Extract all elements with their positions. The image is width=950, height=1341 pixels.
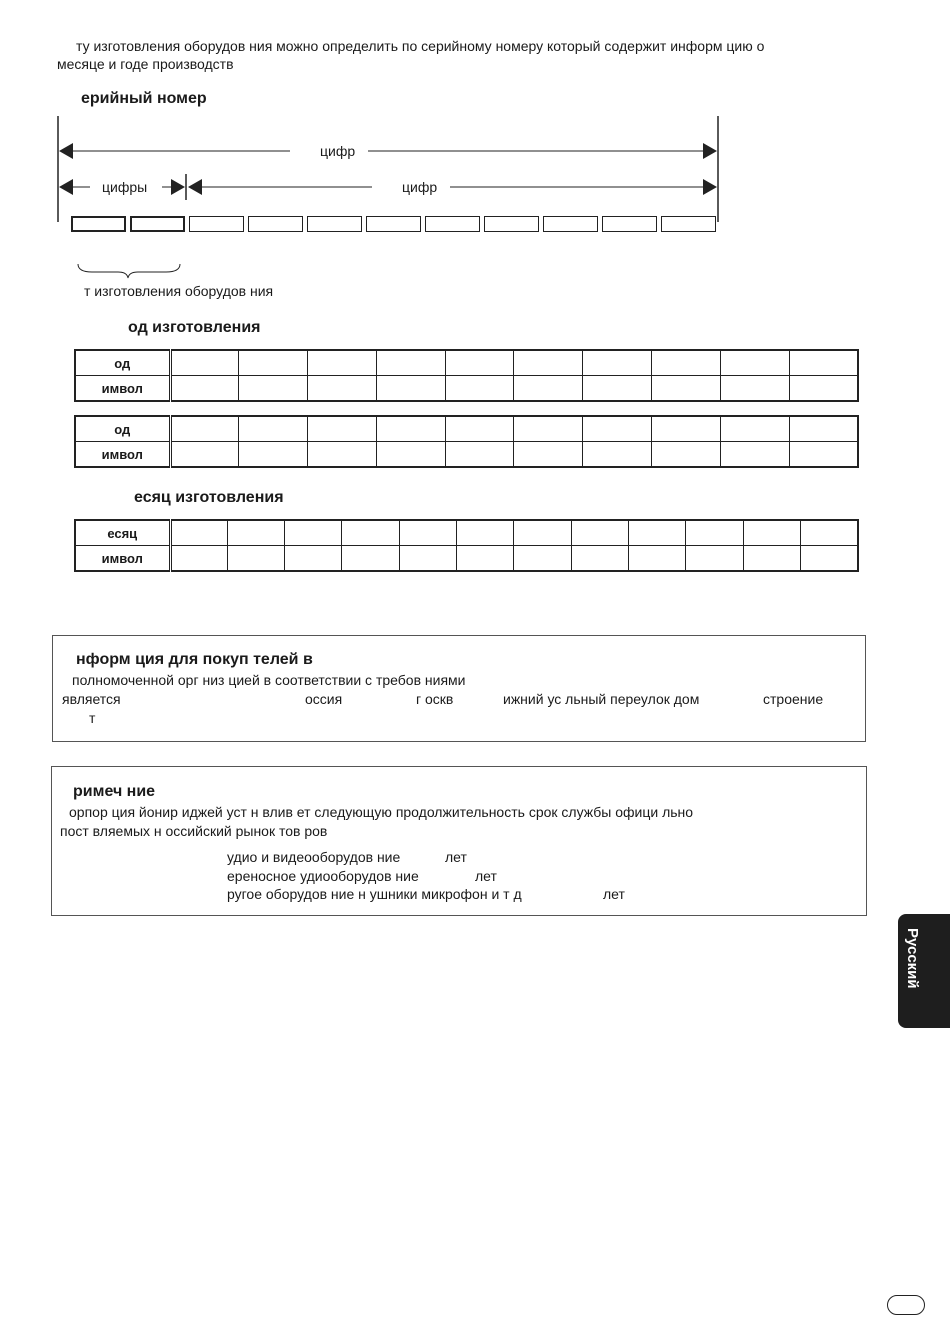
brace-caption: т изготовления оборудов ния (84, 283, 274, 299)
language-tab (898, 914, 950, 1028)
month-heading: есяц изготовления (134, 489, 284, 506)
serial-digit-box (189, 216, 244, 232)
first-arrow-right-head (171, 179, 185, 195)
buyer-info-line-1: полномоченной орг низ цией в соответствии с требов ниями (72, 672, 466, 688)
rest-digits-label: цифр (402, 179, 438, 195)
table-row (75, 442, 858, 468)
buyer-info-box (52, 635, 866, 742)
buyer-info-line-2d: ижний ус льный переулок дом (503, 691, 700, 707)
page-number-oval (887, 1295, 925, 1315)
buyer-info-line-3: т (89, 710, 96, 726)
serial-heading: ерийный номер (81, 90, 207, 107)
language-tab-label: Русский (904, 928, 921, 989)
serial-digit-box (425, 216, 480, 232)
table-row (75, 416, 858, 442)
table-row (75, 376, 858, 402)
year-heading: од изготовления (128, 319, 261, 336)
serial-digit-box (71, 216, 126, 232)
rest-arrow-right-head (703, 179, 717, 195)
buyer-info-title: нформ ция для покуп телей в (76, 651, 313, 668)
symbol-row-label: имвол (75, 546, 170, 572)
note-line-1: орпор ция йонир иджей уст н влив ет следующую продолжительность срок службы офици льно (69, 804, 694, 820)
buyer-info-line-2b: оссия (305, 691, 343, 707)
buyer-info-line-2a: является (62, 691, 121, 707)
total-digits-label: цифр (320, 143, 356, 159)
serial-digit-box (248, 216, 303, 232)
buyer-info-line-2e: строение (763, 691, 824, 707)
first-digits-label: цифры (102, 179, 148, 195)
year-table-1 (74, 349, 859, 402)
table-row (75, 520, 858, 546)
serial-digit-box (307, 216, 362, 232)
note-item-label: ругое оборудов ние н ушники микрофон и т д (227, 886, 522, 902)
total-arrow-left-head (59, 143, 73, 159)
buyer-info-line-2c: г оскв (416, 691, 454, 707)
brace-icon (78, 264, 180, 278)
year-table-2 (74, 415, 859, 468)
first-arrow-left-head (59, 179, 73, 195)
year-row-label: од (75, 350, 170, 376)
serial-digit-box (661, 216, 716, 232)
serial-digit-box (602, 216, 657, 232)
serial-digit-box (484, 216, 539, 232)
month-table (74, 519, 859, 572)
note-item-value: лет (445, 849, 467, 865)
rest-arrow-left-head (188, 179, 202, 195)
symbol-row-label: имвол (75, 442, 170, 468)
total-arrow-right-head (703, 143, 717, 159)
note-title: римеч ние (73, 783, 156, 800)
serial-digit-box (130, 216, 185, 232)
note-box (51, 766, 867, 916)
intro-line-2: месяце и годе производств (57, 56, 234, 72)
serial-digit-box (366, 216, 421, 232)
table-row (75, 546, 858, 572)
intro-line-1: ту изготовления оборудов ния можно определить по серийному номеру который содержит информ цию о (76, 38, 765, 54)
month-row-label: есяц (75, 520, 170, 546)
serial-digit-box (543, 216, 598, 232)
note-item-label: удио и видеооборудов ние (227, 849, 401, 865)
note-item-value: лет (603, 886, 625, 902)
note-item-label: ереносное удиооборудов ние (227, 868, 419, 884)
note-item-value: лет (475, 868, 497, 884)
symbol-row-label: имвол (75, 376, 170, 402)
serial-diagram (0, 0, 950, 280)
table-row (75, 350, 858, 376)
note-line-2: пост вляемых н оссийский рынок тов ров (60, 823, 328, 839)
year-row-label: од (75, 416, 170, 442)
